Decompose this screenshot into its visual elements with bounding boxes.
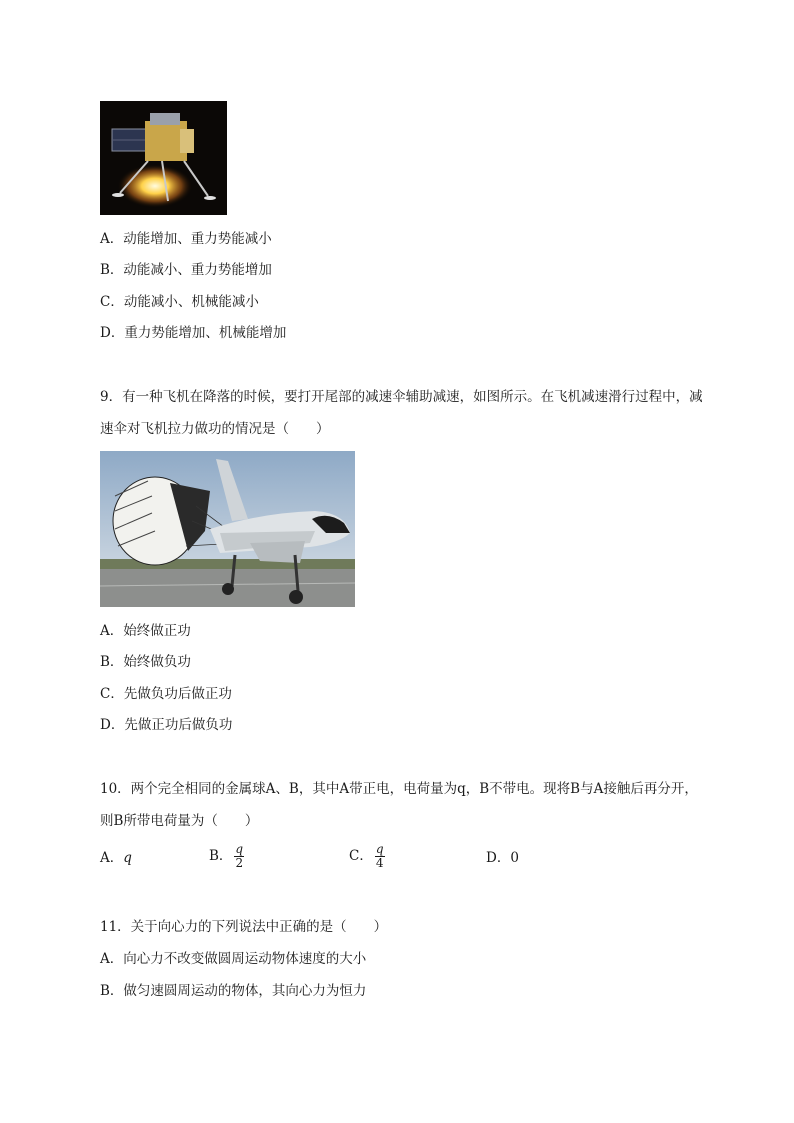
q10-option-c-fraction xyxy=(375,843,385,870)
q10-option-b-fraction xyxy=(234,843,244,870)
q10-option-b xyxy=(209,843,244,870)
q9-option-a: A．始终做正功 xyxy=(100,623,191,639)
q9-option-c: C．先做负功后做正功 xyxy=(100,686,232,702)
q11-option-b: B．做匀速圆周运动的物体，其向心力为恒力 xyxy=(100,983,367,999)
q10-option-c xyxy=(349,843,385,870)
q9-option-d: D．先做正功后做负功 xyxy=(100,717,233,733)
q9-option-b: B．始终做负功 xyxy=(100,654,191,670)
q10-stem-line1: 10．两个完全相同的金属球A、B，其中A带正电，电荷量为q，B不带电。现将B与A接触后再分开， xyxy=(100,781,698,797)
q10-option-c-label: C． xyxy=(349,848,373,864)
q8-option-a: A．动能增加、重力势能减小 xyxy=(100,231,272,247)
q8-option-d: D．重力势能增加、机械能增加 xyxy=(100,325,287,341)
q10-option-c-denominator: 4 xyxy=(375,856,384,870)
jet-parachute-image xyxy=(100,451,355,607)
q10-option-b-numerator: q xyxy=(235,842,244,856)
q11-stem: 11．关于向心力的下列说法中正确的是（ ） xyxy=(100,919,388,935)
lunar-lander-image xyxy=(100,101,227,215)
q10-option-b-denominator: 2 xyxy=(235,856,244,870)
q8-option-b: B．动能减小、重力势能增加 xyxy=(100,262,272,278)
q9-stem-line1: 9．有一种飞机在降落的时候，要打开尾部的减速伞辅助减速，如图所示。在飞机减速滑行过程中，减 xyxy=(100,389,703,405)
q10-option-a xyxy=(100,848,132,868)
q10-option-c-numerator: q xyxy=(375,842,384,856)
q10-option-d: D．0 xyxy=(486,850,519,866)
q8-option-c: C．动能减小、机械能减小 xyxy=(100,294,259,310)
q10-option-a-value: q xyxy=(123,850,132,866)
q9-stem-line2: 速伞对飞机拉力做功的情况是（ ） xyxy=(100,421,330,437)
q11-option-a: A．向心力不改变做圆周运动物体速度的大小 xyxy=(100,951,367,967)
q10-option-a-label: A． xyxy=(100,850,124,866)
q10-option-b-label: B． xyxy=(209,848,233,864)
q10-stem-line2: 则B所带电荷量为（ ） xyxy=(100,813,259,829)
